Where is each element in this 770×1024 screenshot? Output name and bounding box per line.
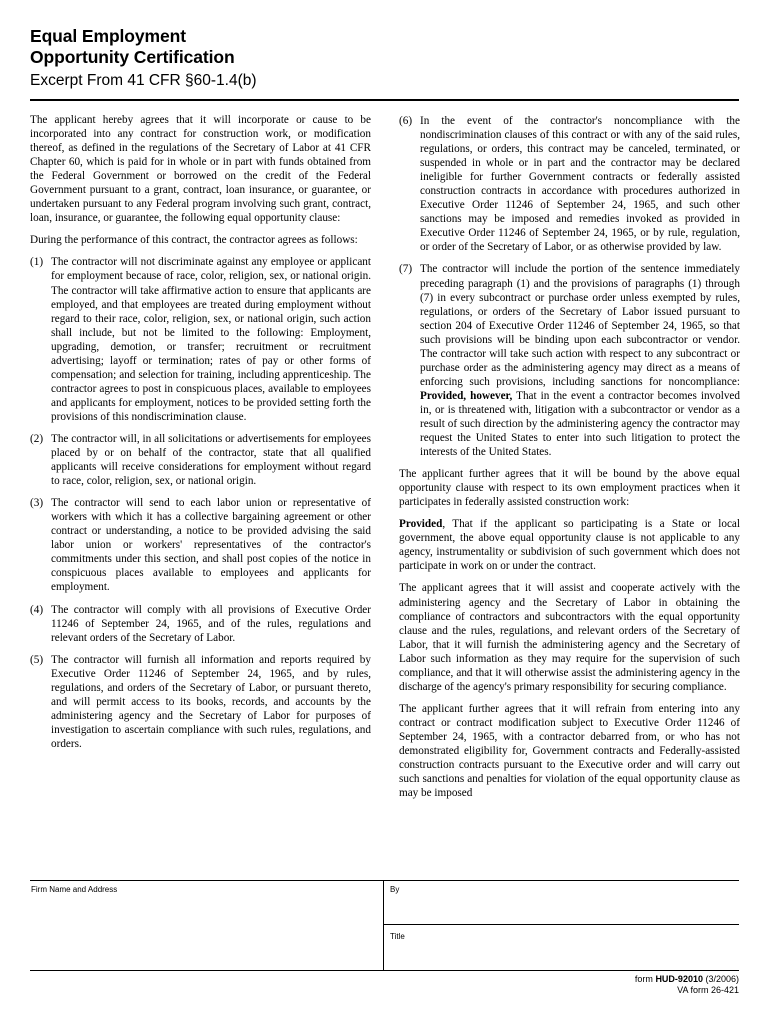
signature-bottom-rule bbox=[30, 970, 739, 971]
clause-text: In the event of the contractor's noncompliance with the nondiscrimination clauses of this contract or with any of the said rules, regulations, or orders, this contract may be canceled, terminated, or suspended in whole or in part and the contractor may be declared ineligible for further Government contracts or federally assisted construction contracts in accordance with procedures authorized in Executive Order 11246 of September 24, 1965, and such other sanctions may be imposed and remedies invoked as provided in Executive Order 11246 of September 24, 1965, or by rule, regulation, or order of the Secretary of Labor, or as otherwise provided by law. bbox=[420, 115, 740, 254]
va-form-number: VA form 26-421 bbox=[677, 985, 739, 995]
clause-number: (7) bbox=[399, 263, 413, 276]
during-paragraph: During the performance of this contract, the contractor agrees as follows: bbox=[30, 234, 358, 247]
clause-number: (2) bbox=[30, 432, 44, 445]
page-subtitle: Excerpt From 41 CFR §60-1.4(b) bbox=[30, 72, 257, 89]
intro-paragraph: The applicant hereby agrees that it will incorporate or cause to be incorporated into any contract for construction work, or modification thereof, as defined in the regulations of the Secretary of Labor at 41 CFR Chapter 60, which is paid for in whole or in part with funds obtained from the Federal Government or borrowed on the credit of the Federal Government pursuant to a grant, contract, loan insurance, or guarantee, or undertaken pursuant to any Federal program involving such grant, contract, loan, insurance, or guarantee, the following equal opportunity clause: bbox=[30, 114, 371, 225]
clause-item-2 bbox=[30, 432, 371, 488]
clause-text: The contractor will send to each labor union or representative of workers with which it has a collective bargaining agreement or other contract or understanding, a notice to be provided advising the said labor union or workers' representatives of the contractor's commitments under this section, and shall post copies of the notice in conspicuous places available to employees and applicants for employment. bbox=[51, 497, 371, 594]
further-agrees-paragraph: The applicant further agrees that it will be bound by the above equal opportunity clause with respect to its own employment practices when it participates in federally assisted construction work: bbox=[399, 468, 740, 509]
signature-mid-rule bbox=[383, 924, 739, 925]
form-number-line bbox=[635, 974, 739, 985]
firm-name-address-field[interactable]: Firm Name and Address bbox=[31, 885, 118, 894]
signature-divider bbox=[383, 880, 384, 970]
signature-block bbox=[30, 880, 739, 970]
clause-item-1 bbox=[30, 255, 371, 424]
clause-item-6 bbox=[399, 114, 740, 254]
form-prefix: form bbox=[634, 974, 656, 984]
clause-number: (6) bbox=[399, 115, 413, 127]
header-rule bbox=[30, 99, 739, 101]
form-footer bbox=[635, 974, 739, 996]
provided-text: , That if the applicant so participating is a State or local government, the above equal opportunity clause is not applicable to any agency, instrumentality or subdivision of such government which does not participate in work on or under the contract. bbox=[399, 518, 740, 573]
clause-number: (1) bbox=[30, 256, 44, 269]
refrain-paragraph: The applicant further agrees that it will refrain from entering into any contract or contract modification subject to Executive Order 11246 of September 24, 1965, with a contractor debarred from, or who has not demonstrated eligibility for, Government contracts and Federally-assisted construction contracts pursuant to the Executive order and will carry out such sanctions and penalties for violation of the equal opportunity clause as may be imposed bbox=[399, 702, 740, 800]
clause-text-b: That in the event a contractor becomes involved in, or is threatened with, litigation with a subcontractor or vendor as a result of such direction by the administering agency the contractor may request the United States to enter into such litigation to protect the interests of the United States. bbox=[420, 389, 740, 459]
provided-bold: Provided bbox=[399, 518, 443, 531]
clause-item-7 bbox=[399, 262, 740, 459]
clause-text: The contractor will not discriminate against any employee or applicant for employment because of race, color, religion, sex, or national origin. The contractor will take affirmative action to ensure that applicants are employed, and that employees are treated during employment without regard to their race, color, religion, sex, or national origin, such action shall include, but not be limited to the following: Employment, upgrading, demotion, or transfer; recruitment or recruitment advertising; layoff or termination; rates of pay or other forms of compensation; and selection for training, including apprenticeship. The contractor agrees to post in conspicuous places, available to employees and applicants for employment, notices to be provided setting forth the provisions of this nondiscrimination clause. bbox=[51, 256, 371, 423]
left-column bbox=[30, 113, 371, 759]
clause-text: The contractor will comply with all provisions of Executive Order 11246 of September 24, 1965, and of the rules, regulations and relevant orders of the Secretary of Labor. bbox=[51, 603, 371, 644]
provided-paragraph bbox=[399, 517, 740, 573]
form-date: (3/2006) bbox=[702, 974, 739, 984]
form-number: HUD-92010 bbox=[655, 974, 703, 984]
page-title-line-1: Equal Employment bbox=[30, 26, 186, 46]
title-field[interactable]: Title bbox=[390, 932, 405, 941]
signature-top-rule bbox=[30, 880, 739, 881]
assist-paragraph: The applicant agrees that it will assist and cooperate actively with the administering agency and the Secretary of Labor in obtaining the compliance of contractors and subcontractors with the equal opportunity clause and the rules, regulations, and relevant orders of the Secretary of Labor, that it will furnish the administering agency and the Secretary of Labor such information as they may require for the supervision of such compliance, and that it will otherwise assist the administering agency in the discharge of the agency's primary responsibility for securing compliance. bbox=[399, 582, 740, 693]
clause-number: (4) bbox=[30, 603, 44, 616]
clause-number: (5) bbox=[30, 653, 44, 666]
by-field[interactable]: By bbox=[390, 885, 400, 894]
provided-however-bold: Provided, however, bbox=[420, 389, 513, 402]
clause-item-5 bbox=[30, 653, 371, 751]
right-column bbox=[399, 114, 740, 808]
clause-text: The contractor will furnish all information and reports required by Executive Order 11246 of September 24, 1965, and by rules, regulations, and orders of the Secretary of Labor, or pursuant thereto, and will permit access to its books, records, and accounts by the administering agency and the Secretary of Labor for purposes of investigation to ascertain compliance with such rules, regulations, and orders. bbox=[51, 653, 371, 750]
header bbox=[30, 26, 730, 90]
clause-item-4 bbox=[30, 603, 371, 645]
clause-text: The contractor will, in all solicitations or advertisements for employees placed by or on behalf of the contractor, state that all qualified applicants will receive considerations for employment without regard to race, color, religion, sex, or national origin. bbox=[51, 432, 371, 488]
clause-text-a: The contractor will include the portion of the sentence immediately preceding paragraph (1) and the provisions of paragraphs (1) through (7) in every subcontract or purchase order unless exempted by rules, regulations, or orders of the Secretary of Labor issued pursuant to section 204 of Executive Order 11246 of September 24, 1965, so that such provisions will be binding upon each subcontractor or vendor. The contractor will take such action with respect to any subcontract or purchase order as the administering agency may direct as a means of enforcing such provisions, including sanctions for noncompliance: bbox=[420, 263, 740, 388]
page-title-line-2: Opportunity Certification bbox=[30, 47, 235, 67]
clause-number: (3) bbox=[30, 497, 44, 510]
clause-item-3 bbox=[30, 496, 371, 594]
